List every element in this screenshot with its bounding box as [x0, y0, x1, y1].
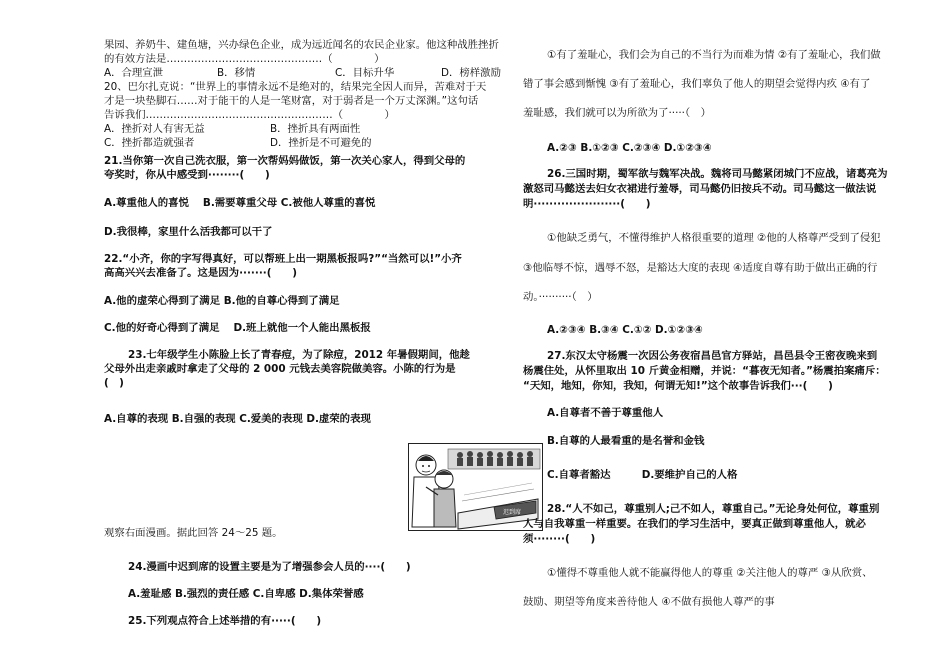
q22-options-cd: C.他的好奇心得到了满足 D.班上就他一个人能出黑板报	[104, 322, 371, 334]
q26-statement-line-1: ①他缺乏勇气，不懂得维护人格很重要的道理 ②他的人格尊严受到了侵犯	[547, 232, 881, 244]
q26-statement-line-3: 动。··········（ ）	[523, 291, 598, 303]
q22-options-ab: A.他的虚荣心得到了满足 B.他的自尊心得到了满足	[104, 295, 340, 307]
q28-stem-line-1: 28.“人不如己，尊重别人;己不如人，尊重自己。”无论身处何位，尊重别	[547, 503, 880, 515]
q25-statement-line-2: 错了事会感到惭愧 ③有了羞耻心，我们辜负了他人的期望会觉得内疚 ④有了	[523, 78, 871, 90]
q22-stem-line-1: 22.“小齐，你的字写得真好，可以帮班上出一期黑板报吗?”“当然可以!”小齐	[104, 253, 462, 265]
q26-stem-line-1: 26.三国时期，蜀军欲与魏军决战。魏将司马懿紧闭城门不应战，诸葛亮为	[547, 168, 888, 180]
q27-stem-line-3: “天知，地知，你知，我知，何谓无知!”这个故事告诉我们···( )	[523, 380, 833, 392]
q23-options: A.自尊的表现 B.自强的表现 C.爱美的表现 D.虚荣的表现	[104, 413, 371, 425]
q24-stem: 24.漫画中迟到席的设置主要是为了增强参会人员的····( )	[128, 561, 411, 573]
q20-stem-line-2: 才是一块垫脚石……对于能干的人是一笔财富，对于弱者是一个万丈深渊。”这句话	[104, 95, 479, 107]
q26-stem-line-3: 明······················( )	[523, 198, 651, 210]
q27-option-b: B.自尊的人最看重的是名誉和金钱	[547, 435, 705, 447]
q19-option-b: B．移情	[217, 67, 256, 79]
q26-statement-line-2: ③他临辱不惊，遇辱不怒，是豁达大度的表现 ④适度自尊有助于做出正确的行	[523, 262, 878, 274]
q20-option-d: D．挫折是不可避免的	[270, 137, 372, 149]
q21-option-d: D.我很棒，家里什么活我都可以干了	[104, 226, 273, 238]
q19-stem-line-1: 果园、养奶牛、建鱼塘，兴办绿色企业，成为远近闻名的农民企业家。他这种战胜挫折	[104, 39, 499, 51]
q28-stem-line-2: 人与自我尊重一样重要。在我们的学习生活中，要真正做到尊重他人，就必	[523, 518, 866, 530]
q19-stem-line-2: 的有效方法是………………………………………（ ）	[104, 53, 385, 65]
q28-stem-line-3: 须········( )	[523, 533, 596, 545]
q27-stem-line-1: 27.东汉太守杨震一次因公务夜宿昌邑官方驿站，昌邑县令王密夜晚来到	[547, 350, 878, 362]
q22-stem-line-2: 高高兴兴去准备了。这是因为·······( )	[104, 267, 297, 279]
q21-options-abc: A.尊重他人的喜悦 B.需要尊重父母 C.被他人尊重的喜悦	[104, 197, 376, 209]
q21-stem-line-2: 夸奖时，你从中感受到········( )	[104, 169, 270, 181]
q20-option-a: A．挫折对人有害无益	[104, 123, 205, 135]
q20-option-b: B．挫折具有两面性	[270, 123, 361, 135]
cartoon-sign-label: 迟到席	[503, 509, 522, 516]
q24-options: A.羞耻感 B.强烈的责任感 C.自卑感 D.集体荣誉感	[128, 588, 364, 600]
q26-options: A.②③④ B.③④ C.①② D.①②③④	[547, 324, 703, 336]
q25-statement-line-1: ①有了羞耻心，我们会为自己的不当行为而难为情 ②有了羞耻心，我们做	[547, 49, 881, 61]
q19-option-a: A．合理宣泄	[104, 67, 164, 79]
q28-statement-line-2: 鼓励、期望等角度来善待他人 ④不做有损他人尊严的事	[523, 596, 775, 608]
q20-stem-line-1: 20、巴尔扎克说：“世界上的事情永远不是绝对的，结果完全因人而异，苦难对于天	[104, 81, 487, 93]
q26-stem-line-2: 激怒司马懿送去妇女衣裙进行羞辱，司马懿仍旧按兵不动。司马懿这一做法说	[523, 183, 877, 195]
q25-stem: 25.下列观点符合上述举措的有·····( )	[128, 615, 322, 627]
q20-stem-line-3: 告诉我们………………………………………………（ ）	[104, 109, 395, 121]
q25-options: A.②③ B.①②③ C.②③④ D.①②③④	[547, 142, 712, 154]
q23-stem-line-1: 23.七年级学生小陈脸上长了青春痘，为了除痘，2012 年暑假期间，他趁	[128, 349, 470, 361]
q23-stem-line-2: 父母外出走亲戚时拿走了父母的 2 000 元钱去美容院做美容。小陈的行为是	[104, 363, 456, 375]
q27-option-a: A.自尊者不善于尊重他人	[547, 407, 664, 419]
q19-option-d: D．榜样激励	[441, 67, 501, 79]
q23-stem-line-3: ( )	[104, 377, 124, 389]
q25-statement-line-3: 羞耻感，我们就可以为所欲为了·····（ ）	[523, 107, 711, 119]
q27-stem-line-2: 杨震住处，从怀里取出 10 斤黄金相赠，并说：“暮夜无知者。”杨震拍案痛斥：	[523, 365, 886, 377]
q20-option-c: C．挫折都造就强者	[104, 137, 195, 149]
q27-options-cd: C.自尊者豁达 D.要维护自己的人格	[547, 469, 738, 481]
q19-option-c: C．目标升华	[335, 67, 395, 79]
q28-statement-line-1: ①懂得不尊重他人就不能赢得他人的尊重 ②关注他人的尊严 ③从欣赏、	[547, 567, 873, 579]
cartoon-instruction: 观察右面漫画。据此回答 24～25 题。	[104, 527, 283, 539]
q21-stem-line-1: 21.当你第一次自己洗衣服，第一次帮妈妈做饭，第一次关心家人，得到父母的	[104, 155, 466, 167]
